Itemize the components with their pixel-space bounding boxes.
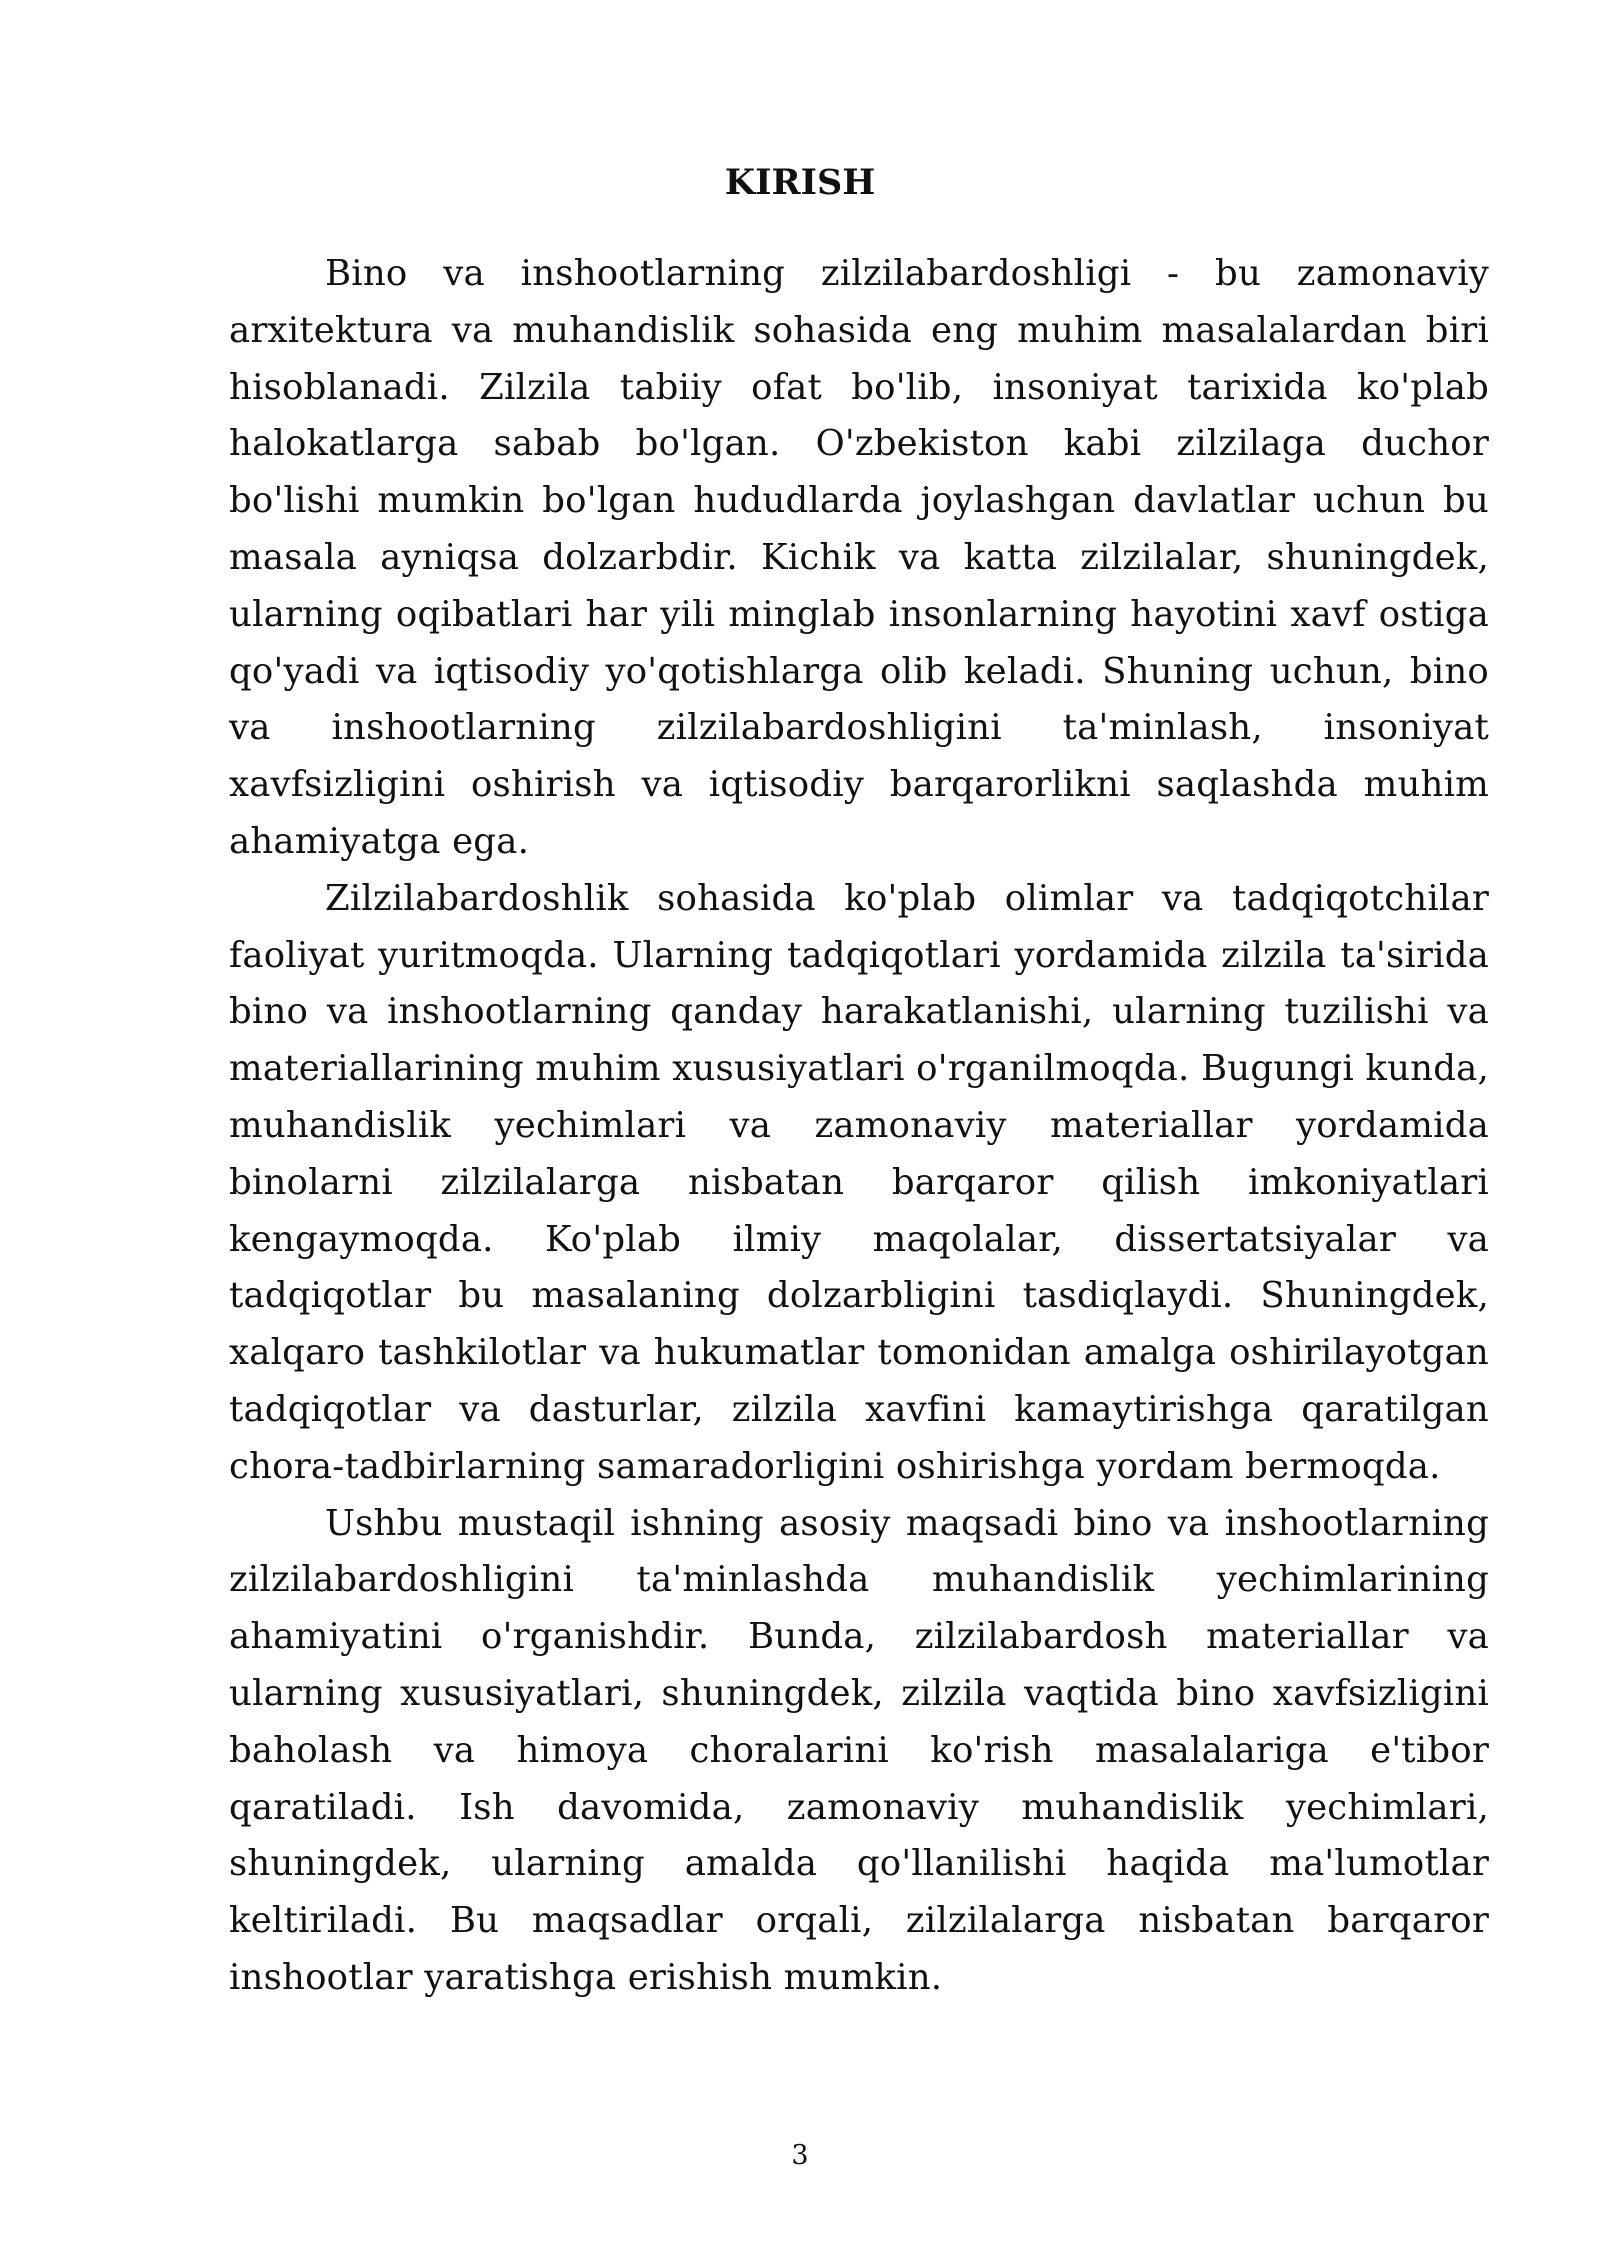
page-number: 3 bbox=[791, 2140, 809, 2171]
paragraph-2: Zilzilabardoshlik sohasida ko'plab olimlar va tadqiqotchilar faoliyat yuritmoqda. Ularning tadqiqotlari yordamida zilzila ta'sirida bino va inshootlarning qanday harakatlanishi, ularning tuzilishi va materiallarining muhim xususiyatlari o'rganilmoqda. Bugungi kunda, muhandislik yechimlari va zamonaviy materiallar yordamida binolarni zilzilalarga nisbatan barqaror qilish imkoniyatlari kengaymoqda. Ko'plab ilmiy maqolalar, dissertatsiyalar va tadqiqotlar bu masalaning dolzarbligini tasdiqlaydi. Shuningdek, xalqaro tashkilotlar va hukumatlar tomonidan amalga oshirilayotgan tadqiqotlar va dasturlar, zilzila xavfini kamaytirishga qaratilgan chora-tadbirlarning samaradorligini oshirishga yordam bermoqda. bbox=[229, 877, 1489, 1487]
body-text bbox=[229, 246, 1489, 2007]
paragraph-1: Bino va inshootlarning zilzilabardoshligi - bu zamonaviy arxitektura va muhandislik sohasida eng muhim masalalardan biri hisoblanadi. Zilzila tabiiy ofat bo'lib, insoniyat tarixida ko'plab halokatlarga sabab bo'lgan. O'zbekiston kabi zilzilaga duchor bo'lishi mumkin bo'lgan hududlarda joylashgan davlatlar uchun bu masala ayniqsa dolzarbdir. Kichik va katta zilzilalar, shuningdek, ularning oqibatlari har yili minglab insonlarning hayotini xavf ostiga qo'yadi va iqtisodiy yo'qotishlarga olib keladi. Shuning uchun, bino va inshootlarning zilzilabardoshligini ta'minlash, insoniyat xavfsizligini oshirish va iqtisodiy barqarorlikni saqlashda muhim ahamiyatga ega. bbox=[229, 253, 1489, 862]
section-title: KIRISH bbox=[724, 162, 876, 203]
paragraph-3: Ushbu mustaqil ishning asosiy maqsadi bino va inshootlarning zilzilabardoshligini ta'minlashda muhandislik yechimlarining ahamiyatini o'rganishdir. Bunda, zilzilabardosh materiallar va ularning xususiyatlari, shuningdek, zilzila vaqtida bino xavfsizligini baholash va himoya choralarini ko'rish masalalariga e'tibor qaratiladi. Ish davomida, zamonaviy muhandislik yechimlari, shuningdek, ularning amalda qo'llanilishi haqida ma'lumotlar keltiriladi. Bu maqsadlar orqali, zilzilalarga nisbatan barqaror inshootlar yaratishga erishish mumkin. bbox=[229, 1502, 1489, 1998]
